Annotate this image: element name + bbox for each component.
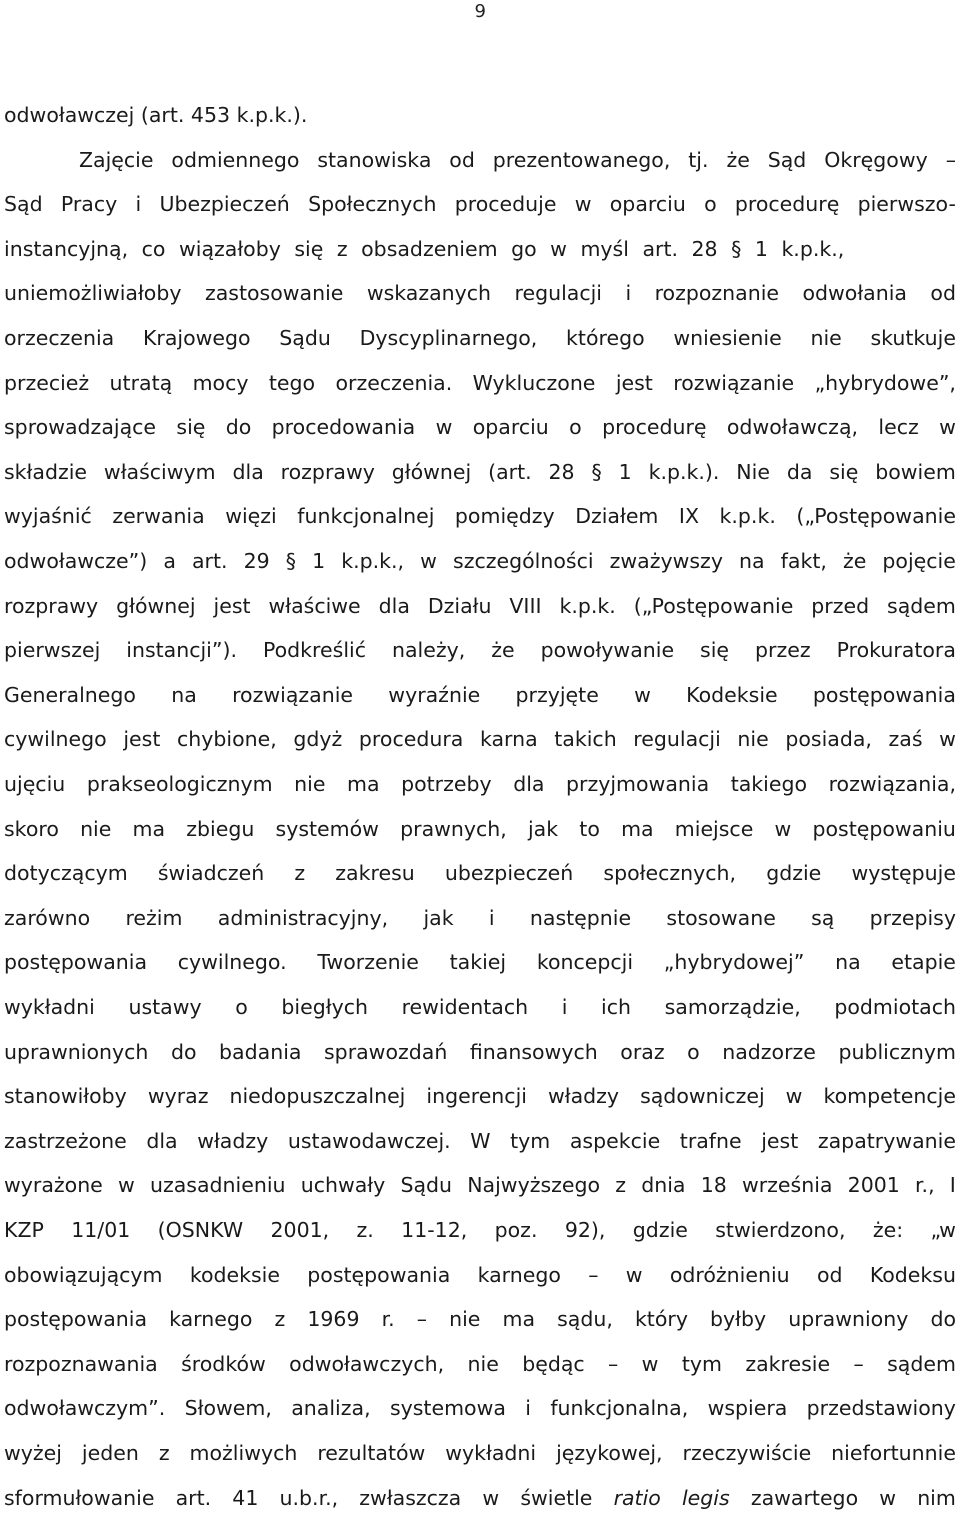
- text-line: KZP 11/01 (OSNKW 2001, z. 11-12, poz. 92), gdzie stwierdzono, że: „w: [4, 1218, 956, 1242]
- text-line: składzie właściwym dla rozprawy głównej (art. 28 § 1 k.p.k.). Nie da się bowiem: [4, 459, 956, 484]
- text-line: odwoławczej (art. 453 k.p.k.).: [4, 103, 308, 127]
- text-line: zarówno reżim administracyjny, jak i następnie stosowane są przepisy: [4, 905, 956, 930]
- text-line: przecież utratą mocy tego orzeczenia. Wykluczone jest rozwiązanie „hybrydowe”,: [4, 370, 956, 395]
- text-line: cywilnego jest chybione, gdyż procedura karna takich regulacji nie posiada, zaś w: [4, 727, 956, 752]
- text-line: zastrzeżone dla władzy ustawodawczej. W tym aspekcie trafne jest zapatrywanie: [4, 1128, 956, 1153]
- text-line: wyżej jeden z możliwych rezultatów wykładni językowej, rzeczywiście niefortunnie: [4, 1441, 956, 1465]
- text-line: wykładni ustawy o biegłych rewidentach i ich samorządzie, podmiotach: [4, 995, 956, 1019]
- text-line: Zajęcie odmiennego stanowiska od prezentowanego, tj. że Sąd Okręgowy –: [79, 147, 956, 172]
- text-line: Sąd Pracy i Ubezpieczeń Społecznych proceduje w oparciu o procedurę pierwszo-: [4, 192, 956, 217]
- page-number: 9: [474, 1, 486, 22]
- text-line: postępowania cywilnego. Tworzenie takiej koncepcji „hybrydowej” na etapie: [4, 950, 956, 975]
- text-line: odwoławczym”. Słowem, analiza, systemowa i funkcjonalna, wspiera przedstawiony: [4, 1396, 956, 1421]
- text-line: skoro nie ma zbiegu systemów prawnych, jak to ma miejsce w postępowaniu: [4, 816, 956, 841]
- text-line: obowiązującym kodeksie postępowania karnego – w odróżnieniu od Kodeksu: [4, 1262, 956, 1287]
- text-line: rozpoznawania środków odwoławczych, nie będąc – w tym zakresie – sądem: [4, 1351, 956, 1376]
- text-line: orzeczenia Krajowego Sądu Dyscyplinarnego, którego wniesienie nie skutkuje: [4, 326, 956, 350]
- text-line: sprowadzające się do procedowania w oparciu o procedurę odwoławczą, lecz w: [4, 415, 956, 440]
- text-line: dotyczącym świadczeń z zakresu ubezpieczeń społecznych, gdzie występuje: [4, 861, 956, 886]
- text-line: wyjaśnić zerwania więzi funkcjonalnej pomiędzy Działem IX k.p.k. („Postępowanie: [4, 504, 956, 529]
- text-line: Generalnego na rozwiązanie wyraźnie przyjęte w Kodeksie postępowania: [4, 682, 956, 707]
- text-line: wyrażone w uzasadnieniu uchwały Sądu Najwyższego z dnia 18 września 2001 r., I: [4, 1173, 956, 1198]
- text-line: pierwszej instancji”). Podkreślić należy, że powoływanie się przez Prokuratora: [4, 638, 956, 663]
- text-line: instancyjną, co wiązałoby się z obsadzeniem go w myśl art. 28 § 1 k.p.k.,: [4, 236, 845, 261]
- text-line: uniemożliwiałoby zastosowanie wskazanych regulacji i rozpoznanie odwołania od: [4, 281, 956, 306]
- text-line: stanowiłoby wyraz niedopuszczalnej ingerencji władzy sądowniczej w kompetencje: [4, 1084, 956, 1109]
- text-line: odwoławcze”) a art. 29 § 1 k.p.k., w szczególności zważywszy na fakt, że pojęcie: [4, 549, 956, 573]
- text-line: postępowania karnego z 1969 r. – nie ma sądu, który byłby uprawniony do: [4, 1307, 956, 1332]
- text-line: ujęciu prakseologicznym nie ma potrzeby dla przyjmowania takiego rozwiązania,: [4, 772, 956, 796]
- text-line: sformułowanie art. 41 u.b.r., zwłaszcza w świetle ratio legis zawartego w nim: [4, 1485, 956, 1510]
- text-line: rozprawy głównej jest właściwe dla Działu VIII k.p.k. („Postępowanie przed sądem: [4, 593, 956, 618]
- text-line: uprawnionych do badania sprawozdań finansowych oraz o nadzorze publicznym: [4, 1039, 956, 1064]
